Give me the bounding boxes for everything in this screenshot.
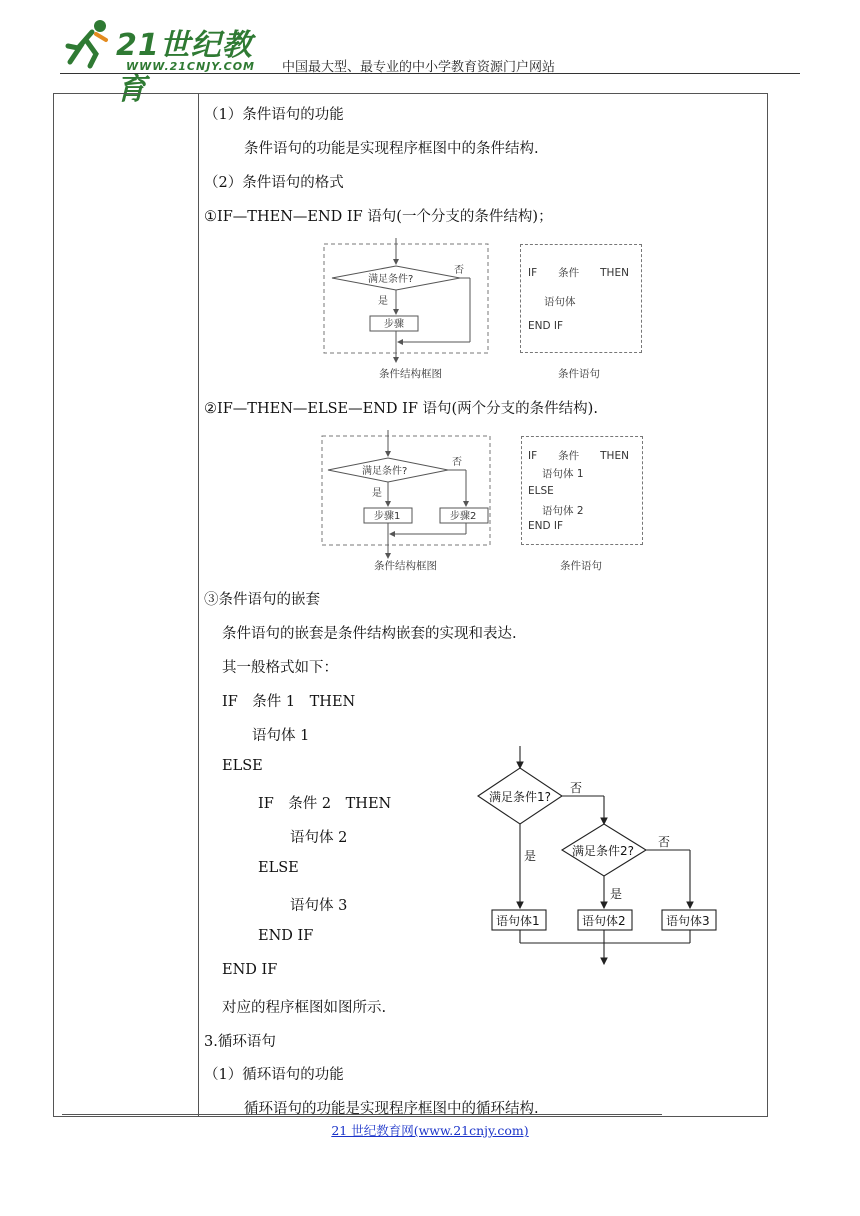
code-box bbox=[520, 244, 642, 353]
decision-label: 满足条件? bbox=[368, 274, 414, 285]
code-line: IF 条件 THEN bbox=[528, 267, 629, 279]
text-line: IF 条件 2 THEN bbox=[258, 796, 392, 812]
code-line: 语句体 1 bbox=[542, 468, 584, 480]
text-line: 对应的程序框图如图所示. bbox=[222, 1000, 387, 1016]
code-line: IF 条件 THEN bbox=[528, 450, 629, 462]
figure-caption: 条件语句 bbox=[560, 560, 602, 572]
text-line: 语句体 1 bbox=[252, 728, 310, 744]
body1-label: 语句体1 bbox=[496, 914, 540, 928]
text-line: ELSE bbox=[258, 860, 299, 876]
text-line: ③条件语句的嵌套 bbox=[204, 592, 320, 608]
text-line: ①IF—THEN—END IF 语句(一个分支的条件结构)； bbox=[204, 209, 553, 225]
decision2-label: 满足条件2? bbox=[572, 844, 635, 858]
decision-label: 满足条件? bbox=[362, 466, 408, 477]
text-line: 条件语句的嵌套是条件结构嵌套的实现和表达. bbox=[222, 626, 517, 642]
code-line: 语句体 2 bbox=[542, 505, 584, 517]
code-line: ELSE bbox=[528, 485, 554, 497]
text-line: 语句体 2 bbox=[290, 830, 348, 846]
figure-if-then bbox=[322, 238, 644, 386]
figure-if-then-else bbox=[320, 430, 646, 578]
text-line: 条件语句的功能是实现程序框图中的条件结构. bbox=[244, 141, 539, 157]
text-line: 语句体 3 bbox=[290, 898, 348, 914]
header-divider bbox=[60, 73, 800, 74]
logo-text: 21世纪教育 bbox=[116, 28, 253, 107]
text-line: （2）条件语句的格式 bbox=[204, 175, 344, 191]
no-label: 否 bbox=[452, 457, 462, 468]
code-line: END IF bbox=[528, 520, 564, 532]
site-logo[interactable] bbox=[60, 18, 270, 107]
no2-label: 否 bbox=[658, 835, 671, 849]
text-line: IF 条件 1 THEN bbox=[222, 694, 356, 710]
column-divider bbox=[198, 94, 199, 1116]
body3-label: 语句体3 bbox=[666, 914, 710, 928]
figure-caption: 条件语句 bbox=[558, 368, 600, 380]
no-label: 否 bbox=[454, 265, 464, 276]
decision1-label: 满足条件1? bbox=[489, 790, 552, 804]
text-line: 3.循环语句 bbox=[204, 1034, 276, 1050]
site-tagline: 中国最大型、最专业的中小学教育资源门户网站 bbox=[282, 60, 556, 75]
step1-label: 步骤1 bbox=[374, 511, 401, 522]
yes1-label: 是 bbox=[524, 849, 537, 863]
figure-caption: 条件结构框图 bbox=[379, 368, 442, 380]
text-line: （1）循环语句的功能 bbox=[204, 1067, 344, 1083]
no1-label: 否 bbox=[570, 781, 583, 795]
code-line: END IF bbox=[528, 320, 564, 332]
flowchart-two-branch bbox=[320, 430, 492, 560]
text-line: 循环语句的功能是实现程序框图中的循环结构. bbox=[244, 1101, 539, 1117]
figure-nested-if bbox=[470, 740, 730, 970]
text-line: END IF bbox=[258, 928, 314, 944]
text-line: END IF bbox=[222, 962, 278, 978]
step2-label: 步骤2 bbox=[450, 511, 477, 522]
yes2-label: 是 bbox=[610, 887, 623, 901]
yes-label: 是 bbox=[372, 488, 382, 499]
page-header bbox=[60, 14, 800, 107]
flowchart-single-branch bbox=[322, 238, 492, 363]
code-line: 语句体 bbox=[544, 296, 576, 308]
footer-link[interactable]: 21 世纪教育网(www.21cnjy.com) bbox=[331, 1123, 529, 1138]
figure-caption: 条件结构框图 bbox=[374, 560, 437, 572]
runner-logo-icon bbox=[60, 18, 116, 70]
step-label: 步骤 bbox=[384, 319, 404, 330]
text-line: （1）条件语句的功能 bbox=[204, 107, 344, 123]
yes-label: 是 bbox=[378, 296, 388, 307]
flowchart-nested bbox=[470, 740, 730, 970]
logo-url: WWW.21CNJY.COM bbox=[126, 60, 255, 73]
text-line: 其一般格式如下： bbox=[222, 660, 338, 676]
text-line: ②IF—THEN—ELSE—END IF 语句(两个分支的条件结构). bbox=[204, 401, 598, 417]
text-line: ELSE bbox=[222, 758, 263, 774]
body2-label: 语句体2 bbox=[582, 914, 626, 928]
